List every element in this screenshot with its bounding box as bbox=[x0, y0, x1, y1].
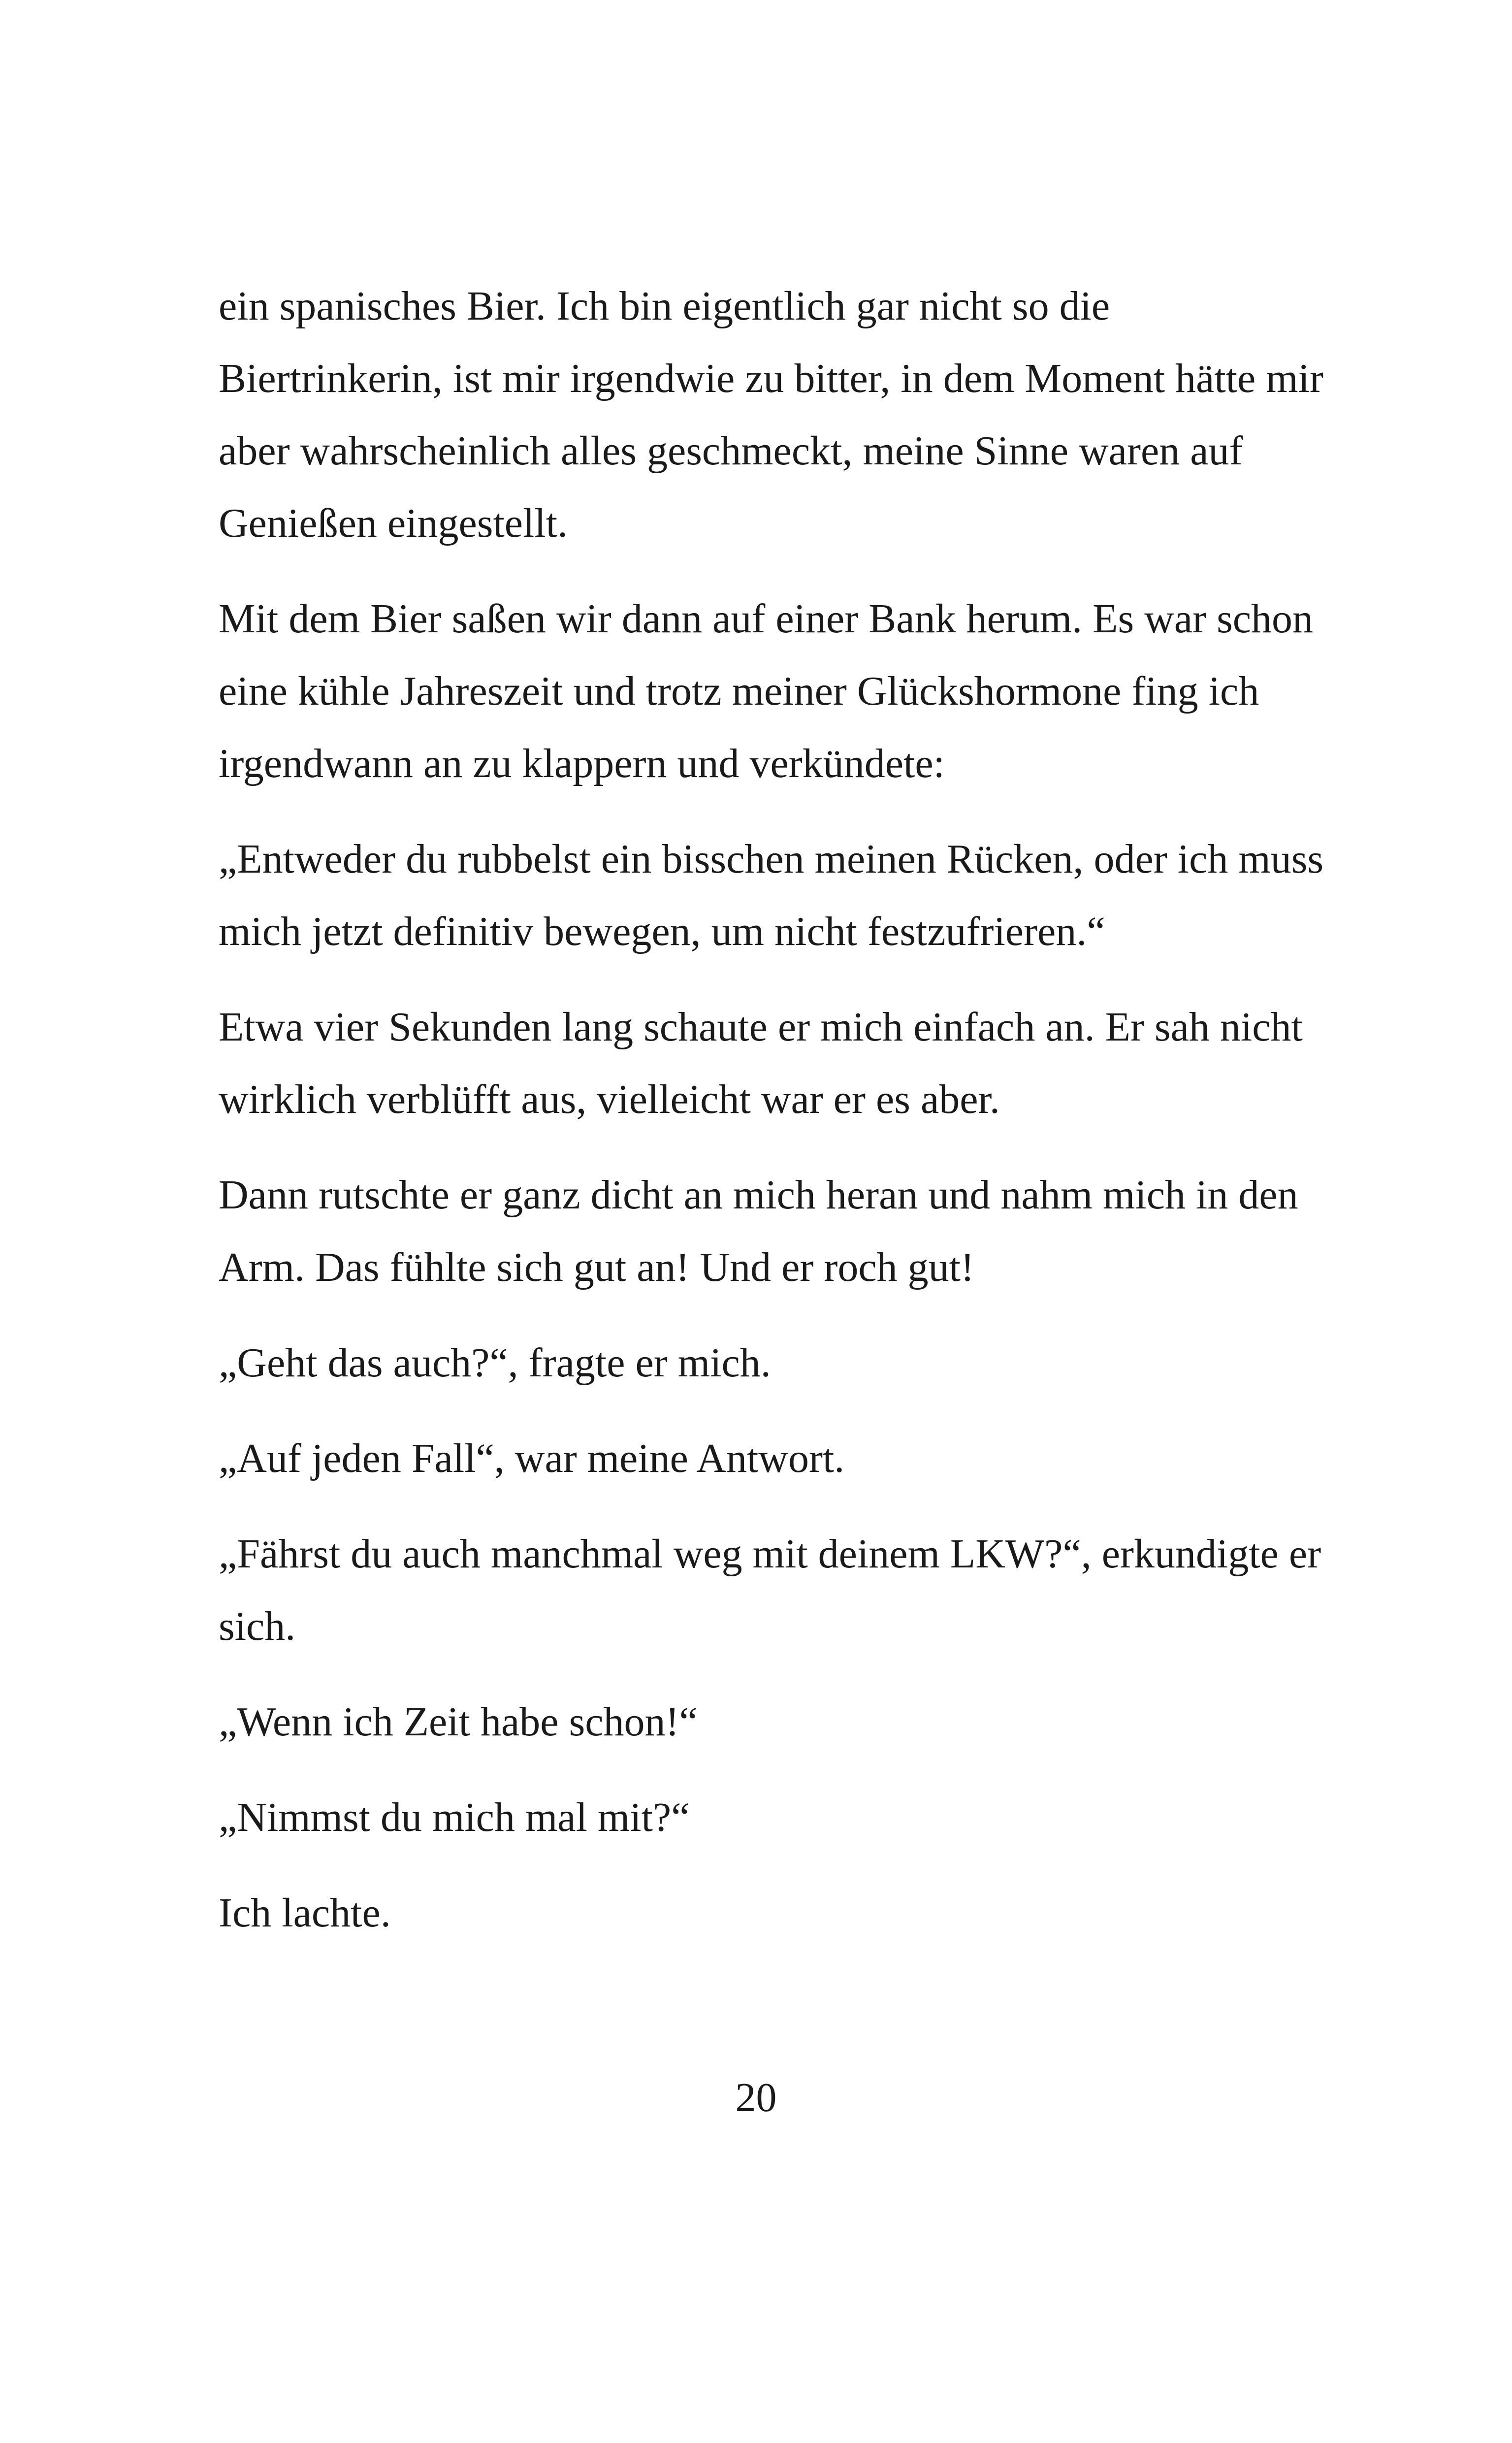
paragraph: Ich lachte. bbox=[219, 1890, 391, 1936]
paragraph: „Wenn ich Zeit habe schon!“ bbox=[219, 1699, 698, 1745]
paragraph: Etwa vier Sekunden lang schaute er mich einfach an. Er sah nicht wirklich verblüfft aus, vielleicht war er es aber. bbox=[219, 1004, 1303, 1122]
paragraph: „Fährst du auch manchmal weg mit deinem LKW?“, erkundigte er sich. bbox=[219, 1531, 1321, 1649]
paragraph: ein spanisches Bier. Ich bin eigentlich gar nicht so die Biertrinkerin, ist mir irgendwie zu bitter, in dem Moment hätte mir aber wahrscheinlich alles geschmeckt, meine Sinne waren auf Genießen eingestellt. bbox=[219, 283, 1323, 546]
paragraph: „Entweder du rubbelst ein bisschen meinen Rücken, oder ich muss mich jetzt definitiv bewegen, um nicht festzufrieren.“ bbox=[219, 836, 1324, 954]
paragraph: „Geht das auch?“, fragte er mich. bbox=[219, 1340, 771, 1386]
paragraph: „Nimmst du mich mal mit?“ bbox=[219, 1794, 690, 1840]
paragraph: Mit dem Bier saßen wir dann auf einer Bank herum. Es war schon eine kühle Jahreszeit und trotz meiner Glückshormone fing ich irgendwann an zu klappern und verkündete: bbox=[219, 596, 1314, 786]
page-number: 20 bbox=[735, 2075, 777, 2120]
paragraph: „Auf jeden Fall“, war meine Antwort. bbox=[219, 1435, 845, 1481]
page-text bbox=[219, 270, 1341, 1972]
paragraph: Dann rutschte er ganz dicht an mich heran und nahm mich in den Arm. Das fühlte sich gut an! Und er roch gut! bbox=[219, 1172, 1298, 1290]
